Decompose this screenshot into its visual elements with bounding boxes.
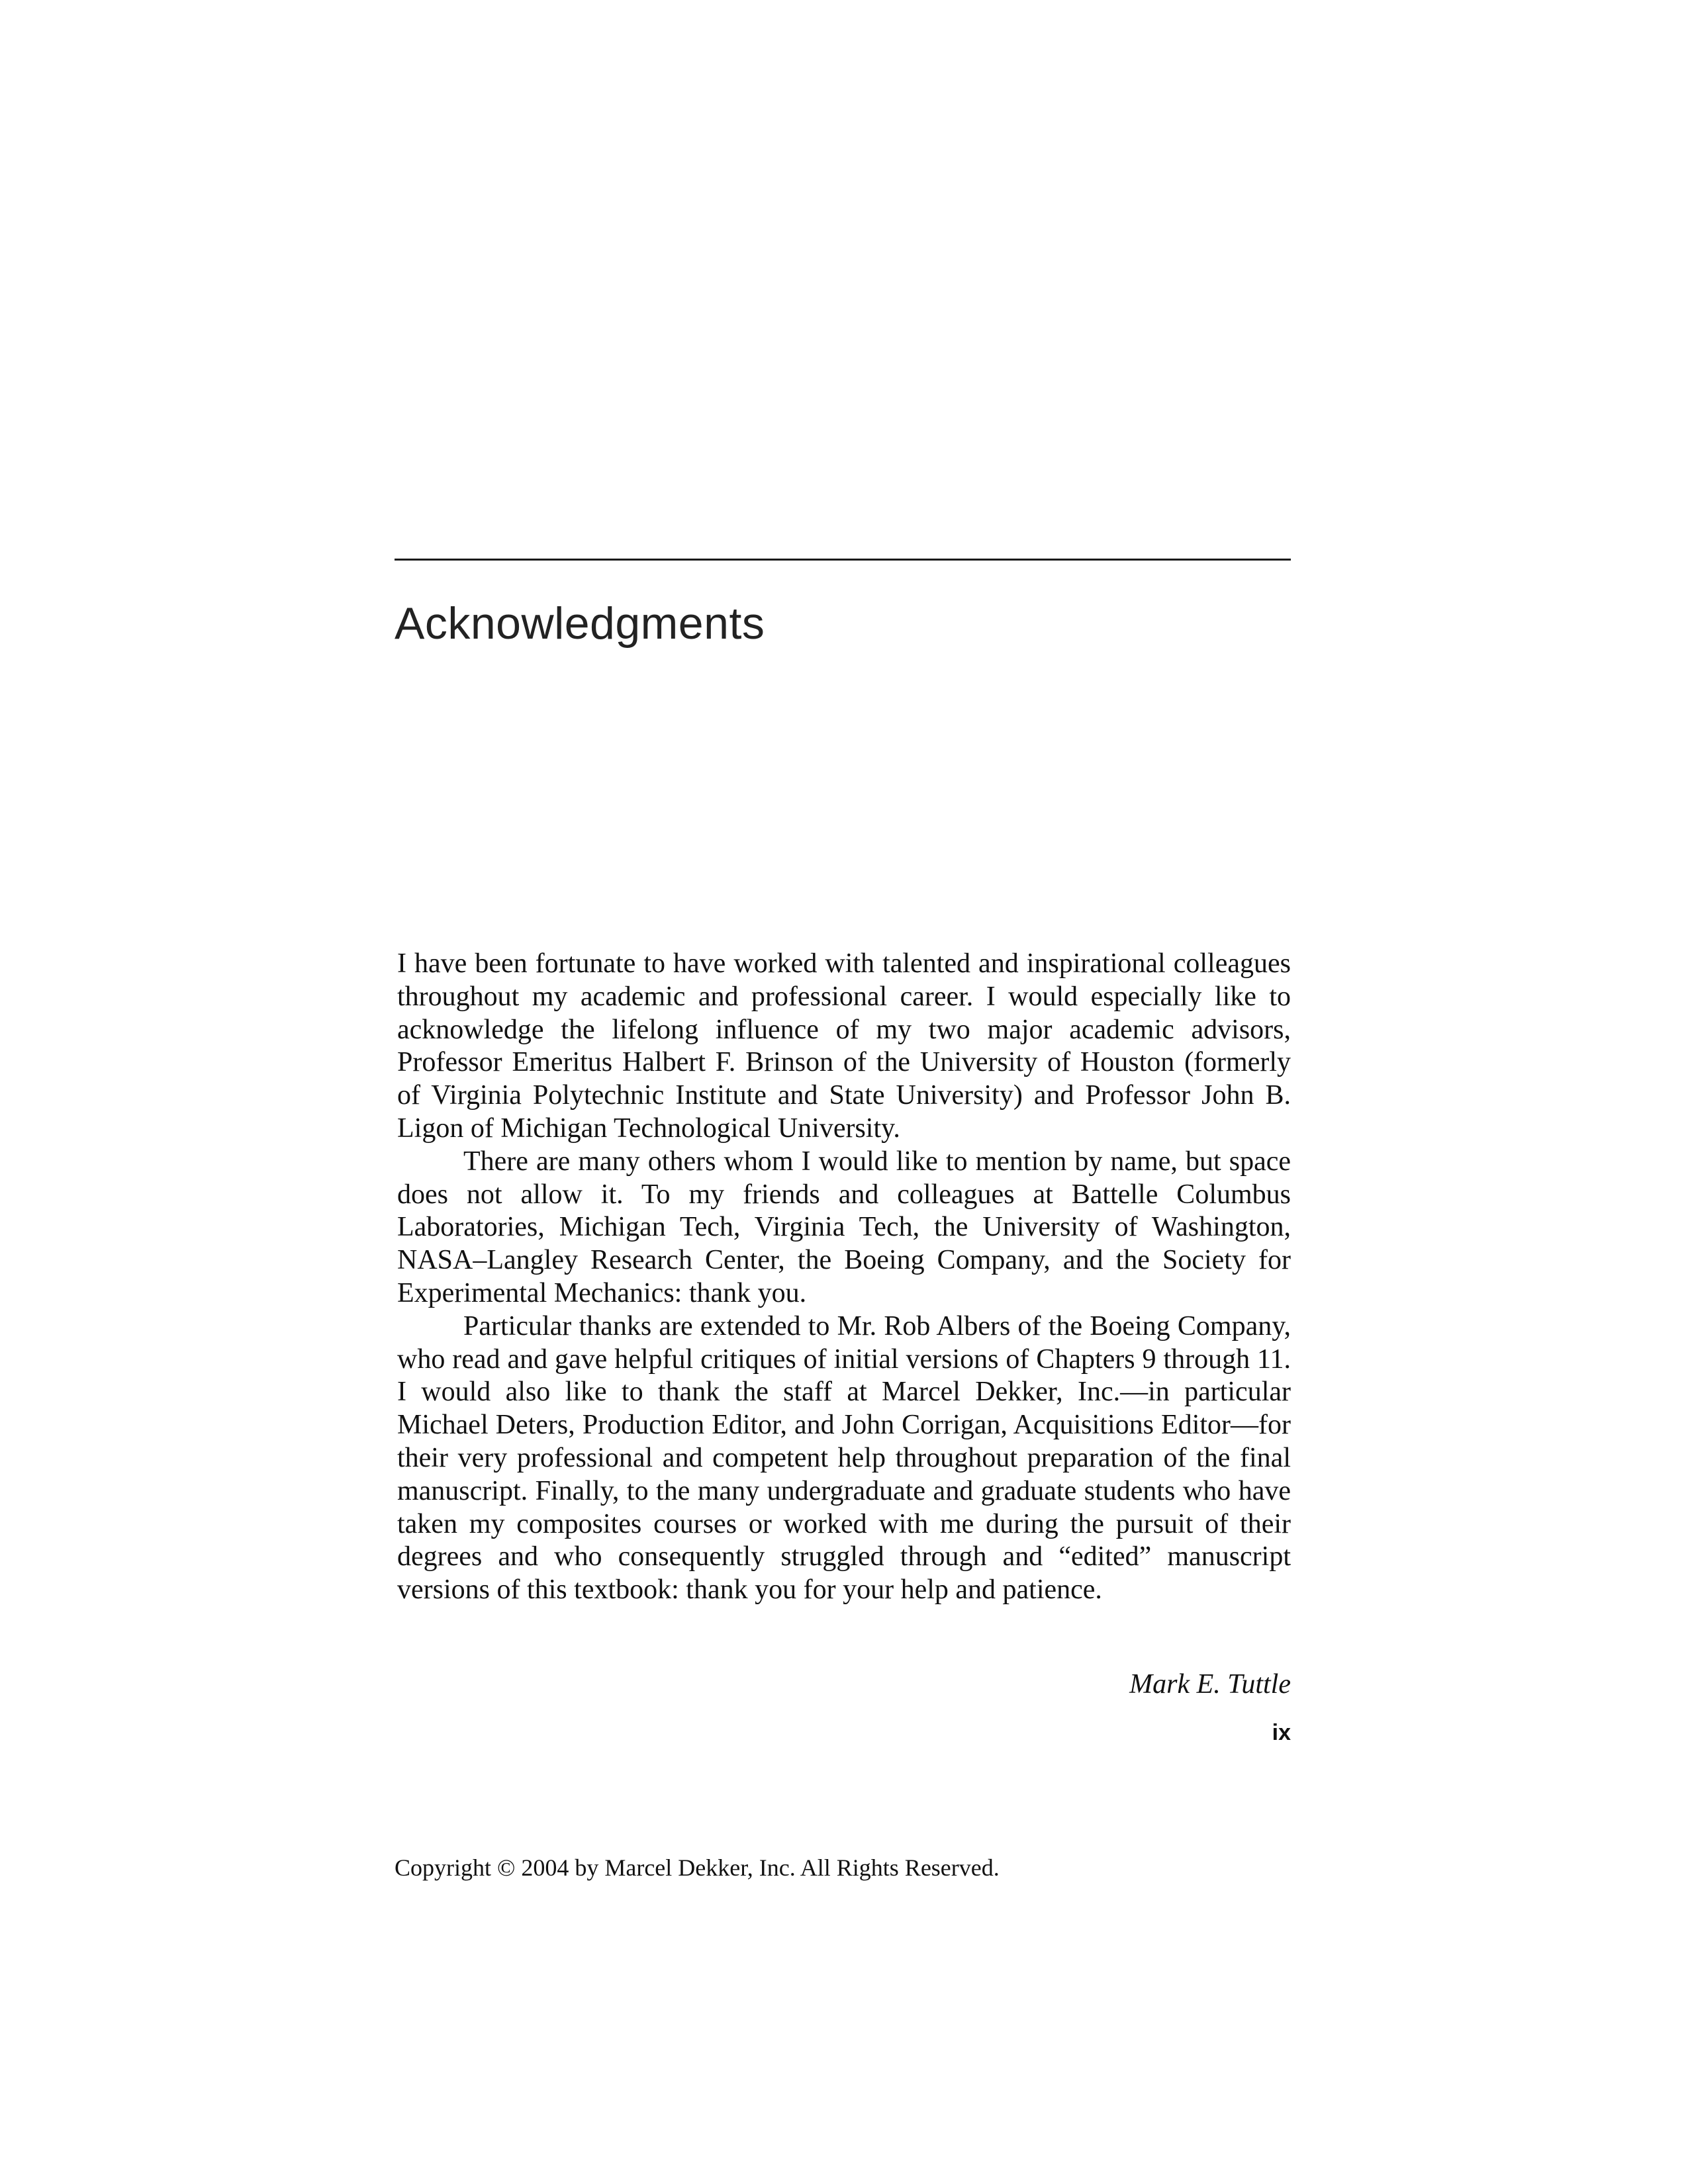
author-signature: Mark E. Tuttle xyxy=(1129,1669,1291,1700)
paragraph-2: There are many others whom I would like to mention by name, but space does not allow it. To my friends and colleagues at Battelle Columbus Laboratories, Michigan Tech, Virginia Tech, the University of Washington, NASA–Langley Research Center, the Boeing Company, and the Society for Experimental Mechanics: thank you. xyxy=(397,1146,1291,1308)
copyright-notice: Copyright © 2004 by Marcel Dekker, Inc. All Rights Reserved. xyxy=(395,1854,1000,1881)
acknowledgments-body xyxy=(397,948,1291,1607)
page-number: ix xyxy=(1272,1720,1291,1745)
title-rule xyxy=(395,559,1291,561)
paragraph-3: Particular thanks are extended to Mr. Rob Albers of the Boeing Company, who read and gave helpful critiques of initial versions of Chapters 9 through 11. I would also like to thank the staff at Marcel Dekker, Inc.—in particular Michael Deters, Production Editor, and John Corrigan, Acquisitions Editor—for their very professional and competent help throughout preparation of the final manuscript. Finally, to the many undergraduate and graduate students who have taken my composites courses or worked with me during the pursuit of their degrees and who consequently struggled through and “edited” manuscript versions of this textbook: thank you for your help and patience. xyxy=(397,1310,1291,1606)
page-title: Acknowledgments xyxy=(395,598,765,649)
paragraph-1: I have been fortunate to have worked with talented and inspirational colleagues throughout my academic and professional career. I would especially like to acknowledge the lifelong influence of my two major academic advisors, Professor Emeritus Halbert F. Brinson of the University of Houston (formerly of Virginia Polytechnic Institute and State University) and Professor John B. Ligon of Michigan Technological University. xyxy=(397,948,1291,1144)
